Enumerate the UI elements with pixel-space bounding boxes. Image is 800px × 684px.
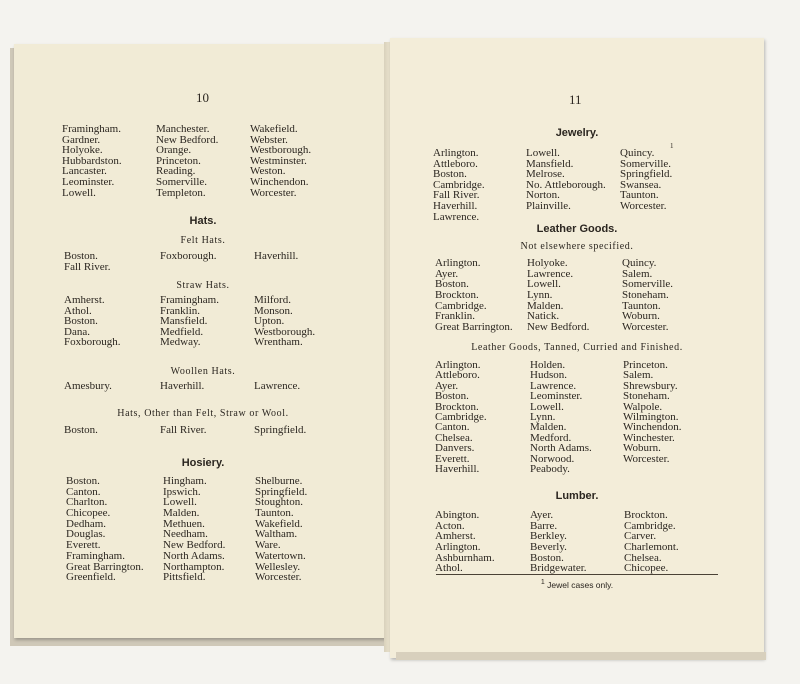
list-item: Boston. bbox=[64, 424, 98, 436]
town-column bbox=[622, 258, 673, 333]
list-item: Ayer. bbox=[435, 379, 459, 392]
list-item: Lancaster. bbox=[62, 165, 107, 178]
list-item: Lowell. bbox=[530, 400, 564, 413]
list-item: Arlington. bbox=[435, 359, 481, 371]
section-title-hosiery: Hosiery. bbox=[181, 457, 225, 469]
page-edge bbox=[396, 652, 766, 660]
list-item: Ashburnham. bbox=[435, 551, 495, 564]
left-page bbox=[14, 44, 392, 638]
list-item: Worcester. bbox=[622, 321, 669, 334]
list-item: Chicopee. bbox=[66, 507, 111, 520]
list-item: Needham. bbox=[163, 528, 208, 541]
town-column bbox=[530, 360, 592, 474]
list-item: Taunton. bbox=[622, 299, 661, 312]
list-item: Charlemont. bbox=[624, 541, 679, 554]
list-item: Stoughton. bbox=[255, 496, 303, 509]
list-item: Canton. bbox=[66, 485, 101, 498]
list-item: Dedham. bbox=[66, 517, 107, 530]
list-item: Boston. bbox=[64, 250, 98, 262]
list-item: Franklin. bbox=[160, 304, 201, 317]
section-title-hats: Hats. bbox=[189, 215, 217, 227]
list-item: Leominster. bbox=[530, 390, 583, 403]
list-item: Pittsfield. bbox=[163, 571, 206, 584]
list-item: Northampton. bbox=[163, 560, 225, 573]
town-column bbox=[163, 476, 225, 583]
list-item: Beverly. bbox=[530, 541, 567, 554]
town-column bbox=[527, 258, 589, 333]
subsection-title-straw-hats: Straw Hats. bbox=[176, 280, 230, 291]
list-item: Leominster. bbox=[62, 175, 115, 188]
list-item: Fall River. bbox=[64, 261, 111, 273]
list-item: Abington. bbox=[435, 509, 480, 521]
list-item: Brockton. bbox=[435, 400, 479, 413]
list-item: Westborough. bbox=[250, 144, 312, 157]
list-item: Amherst. bbox=[435, 530, 476, 543]
list-item: Arlington. bbox=[433, 147, 479, 159]
town-column bbox=[435, 258, 513, 333]
list-item: Lowell. bbox=[526, 147, 560, 159]
list-item: Boston. bbox=[435, 390, 469, 403]
list-item: New Bedford. bbox=[163, 539, 226, 552]
list-item: Milford. bbox=[254, 294, 291, 306]
list-item: Boston. bbox=[530, 551, 564, 564]
list-item: Wakefield. bbox=[250, 123, 298, 135]
list-item: Monson. bbox=[254, 304, 293, 317]
list-item: Framingham. bbox=[62, 123, 121, 135]
list-item: Lynn. bbox=[527, 289, 553, 302]
town-column bbox=[156, 124, 218, 198]
list-item: Mansfield. bbox=[160, 315, 208, 328]
list-item: Danvers. bbox=[435, 442, 475, 455]
list-item: Wrentham. bbox=[254, 336, 303, 349]
list-item: Great Barrington. bbox=[435, 321, 513, 334]
subsection-title-not-elsewhere-specified: Not elsewhere specified. bbox=[520, 241, 634, 252]
list-item: Templeton. bbox=[156, 186, 206, 199]
list-item: Springfield. bbox=[255, 485, 308, 498]
list-item: Hubbardston. bbox=[62, 154, 122, 167]
list-item: Ware. bbox=[255, 539, 281, 552]
list-item: Hingham. bbox=[163, 475, 207, 487]
list-item: Westborough. bbox=[254, 325, 316, 338]
footnote bbox=[390, 580, 764, 590]
list-item: Shelburne. bbox=[255, 475, 303, 487]
list-item: Brockton. bbox=[624, 509, 668, 521]
list-item: Hudson. bbox=[530, 369, 567, 382]
list-item: Acton. bbox=[435, 519, 465, 532]
list-item: Lawrence. bbox=[254, 380, 301, 392]
list-item: Melrose. bbox=[526, 168, 565, 181]
list-item: Cambridge. bbox=[435, 299, 487, 312]
list-item: Charlton. bbox=[66, 496, 108, 509]
town-column bbox=[255, 476, 307, 583]
footnote-mark: 1 bbox=[540, 579, 545, 586]
subsection-title-felt-hats: Felt Hats. bbox=[180, 235, 226, 246]
list-item: Ayer. bbox=[530, 509, 554, 521]
right-page bbox=[390, 38, 764, 658]
town-column bbox=[526, 148, 606, 212]
list-item: Walpole. bbox=[623, 400, 663, 413]
list-item: Somerville. bbox=[620, 157, 672, 170]
list-item: Lawrence. bbox=[433, 210, 480, 223]
list-item: Malden. bbox=[163, 507, 200, 520]
list-item: Greenfield. bbox=[66, 571, 116, 584]
list-item: Holyoke. bbox=[527, 257, 568, 269]
list-item: Ayer. bbox=[435, 267, 459, 280]
list-item: Haverhill. bbox=[435, 462, 480, 475]
list-item: Princeton. bbox=[623, 359, 668, 371]
list-item: Orange. bbox=[156, 144, 192, 157]
list-item: Woburn. bbox=[623, 442, 661, 455]
list-item: Franklin. bbox=[435, 310, 476, 323]
town-column bbox=[64, 295, 121, 348]
list-item: Stoneham. bbox=[622, 289, 669, 302]
town-column bbox=[250, 124, 311, 198]
town-column bbox=[530, 510, 587, 574]
list-item: Reading. bbox=[156, 165, 196, 178]
list-item: New Bedford. bbox=[156, 133, 219, 146]
list-item: Lowell. bbox=[163, 496, 197, 509]
list-item: Boston. bbox=[433, 168, 467, 181]
list-item: Medway. bbox=[160, 336, 201, 349]
list-item: Haverhill. bbox=[433, 199, 478, 212]
subsection-title-woollen-hats: Woollen Hats. bbox=[170, 366, 236, 377]
list-item: North Adams. bbox=[163, 549, 225, 562]
list-item: Everett. bbox=[435, 452, 470, 465]
list-item: Cambridge. bbox=[433, 178, 485, 191]
list-item: Norton. bbox=[526, 189, 560, 202]
list-item: Fall River. bbox=[433, 189, 480, 202]
list-item: Weston. bbox=[250, 165, 286, 178]
list-item: Framingham. bbox=[160, 294, 219, 306]
list-item: Boston. bbox=[64, 315, 98, 328]
list-item: Brockton. bbox=[435, 289, 479, 302]
list-item: Somerville. bbox=[622, 278, 674, 291]
subsection-title-leather-tanned: Leather Goods, Tanned, Curried and Finished. bbox=[471, 342, 683, 353]
list-item: Mansfield. bbox=[526, 157, 574, 170]
list-item: Chelsea. bbox=[624, 551, 662, 564]
list-item: Taunton. bbox=[255, 507, 294, 520]
list-item: Boston. bbox=[435, 278, 469, 291]
list-item: Natick. bbox=[527, 310, 560, 323]
list-item: Douglas. bbox=[66, 528, 106, 541]
list-item: Worcester. bbox=[620, 199, 667, 212]
list-item: Ipswich. bbox=[163, 485, 201, 498]
list-item: Princeton. bbox=[156, 154, 201, 167]
list-item: Chicopee. bbox=[624, 562, 669, 575]
list-item: Shrewsbury. bbox=[623, 379, 678, 392]
list-item: Everett. bbox=[66, 539, 101, 552]
list-item: Worcester. bbox=[250, 186, 297, 199]
list-item: Springfield. bbox=[620, 168, 673, 181]
list-item: Haverhill. bbox=[254, 250, 299, 262]
list-item: Lowell. bbox=[62, 186, 96, 199]
list-item: Quincy. bbox=[620, 147, 655, 159]
list-item: Springfield. bbox=[254, 424, 307, 436]
list-item: Salem. bbox=[622, 267, 653, 280]
list-item: Worcester. bbox=[623, 452, 670, 465]
town-column bbox=[66, 476, 144, 583]
list-item: Arlington. bbox=[435, 257, 481, 269]
list-item: Amesbury. bbox=[64, 380, 112, 392]
list-item: Haverhill. bbox=[160, 380, 205, 392]
list-item: Barre. bbox=[530, 519, 558, 532]
list-item: Lawrence. bbox=[527, 267, 574, 280]
list-item: Malden. bbox=[527, 299, 564, 312]
list-item: Webster. bbox=[250, 133, 288, 146]
list-item: Fall River. bbox=[160, 424, 207, 436]
list-item: Winchester. bbox=[623, 431, 675, 444]
list-item: Lowell. bbox=[527, 278, 561, 291]
list-item: Foxborough. bbox=[64, 336, 121, 349]
list-item: Medfield. bbox=[160, 325, 204, 338]
list-item: Wilmington. bbox=[623, 410, 679, 423]
list-item: Holyoke. bbox=[62, 144, 103, 157]
list-item: Westminster. bbox=[250, 154, 307, 167]
list-item: Attleboro. bbox=[435, 369, 480, 382]
town-column bbox=[620, 148, 672, 212]
town-column bbox=[624, 510, 679, 574]
town-column bbox=[623, 360, 682, 464]
list-item: Plainville. bbox=[526, 199, 571, 212]
list-item: Methuen. bbox=[163, 517, 205, 530]
list-item: Peabody. bbox=[530, 462, 570, 475]
list-item: Amherst. bbox=[64, 294, 105, 306]
list-item: Salem. bbox=[623, 369, 654, 382]
list-item: Boston. bbox=[66, 475, 100, 487]
list-item: Dana. bbox=[64, 325, 90, 338]
list-item: Swansea. bbox=[620, 178, 662, 191]
list-item: Woburn. bbox=[622, 310, 660, 323]
list-item: Somerville. bbox=[156, 175, 208, 188]
list-item: Upton. bbox=[254, 315, 285, 328]
town-column bbox=[435, 360, 487, 474]
list-item: Manchester. bbox=[156, 123, 210, 135]
list-item: Lawrence. bbox=[530, 379, 577, 392]
list-item: Wakefield. bbox=[255, 517, 303, 530]
list-item: Worcester. bbox=[255, 571, 302, 584]
footnote-rule bbox=[436, 574, 718, 575]
list-item: Carver. bbox=[624, 530, 657, 543]
list-item: No. Attleborough. bbox=[526, 178, 606, 191]
list-item: Framingham. bbox=[66, 549, 125, 562]
page-number: 11 bbox=[569, 92, 582, 107]
town-column bbox=[160, 295, 219, 348]
section-title-leather-goods: Leather Goods. bbox=[536, 223, 618, 235]
list-item: Stoneham. bbox=[623, 390, 670, 403]
list-item: Taunton. bbox=[620, 189, 659, 202]
list-item: Chelsea. bbox=[435, 431, 473, 444]
page-number: 10 bbox=[196, 90, 209, 105]
list-item: Holden. bbox=[530, 359, 566, 371]
footnote-mark: 1 bbox=[670, 142, 674, 150]
list-item: Wellesley. bbox=[255, 560, 301, 573]
list-item: Bridgewater. bbox=[530, 562, 587, 575]
list-item: North Adams. bbox=[530, 442, 592, 455]
list-item: Winchendon. bbox=[250, 175, 309, 188]
list-item: Great Barrington. bbox=[66, 560, 144, 573]
list-item: New Bedford. bbox=[527, 321, 590, 334]
list-item: Athol. bbox=[435, 562, 463, 575]
list-item: Waltham. bbox=[255, 528, 298, 541]
list-item: Watertown. bbox=[255, 549, 306, 562]
list-item: Winchendon. bbox=[623, 421, 682, 434]
list-item: Cambridge. bbox=[624, 519, 676, 532]
list-item: Foxborough. bbox=[160, 250, 217, 262]
list-item: Berkley. bbox=[530, 530, 567, 543]
list-item: Attleboro. bbox=[433, 157, 478, 170]
town-column bbox=[435, 510, 495, 574]
list-item: Cambridge. bbox=[435, 410, 487, 423]
town-column bbox=[62, 124, 122, 198]
section-title-jewelry: Jewelry. bbox=[555, 127, 599, 139]
list-item: Athol. bbox=[64, 304, 92, 317]
list-item: Medford. bbox=[530, 431, 572, 444]
list-item: Canton. bbox=[435, 421, 470, 434]
town-column bbox=[433, 148, 485, 222]
list-item: Malden. bbox=[530, 421, 567, 434]
list-item: Quincy. bbox=[622, 257, 657, 269]
subsection-title-other-hats: Hats, Other than Felt, Straw or Wool. bbox=[117, 408, 289, 419]
section-title-lumber: Lumber. bbox=[555, 490, 599, 502]
footnote-text: Jewel cases only. bbox=[547, 580, 614, 590]
list-item: Gardner. bbox=[62, 133, 101, 146]
list-item: Arlington. bbox=[435, 541, 481, 554]
list-item: Norwood. bbox=[530, 452, 575, 465]
list-item: Lynn. bbox=[530, 410, 556, 423]
town-column bbox=[254, 295, 315, 348]
